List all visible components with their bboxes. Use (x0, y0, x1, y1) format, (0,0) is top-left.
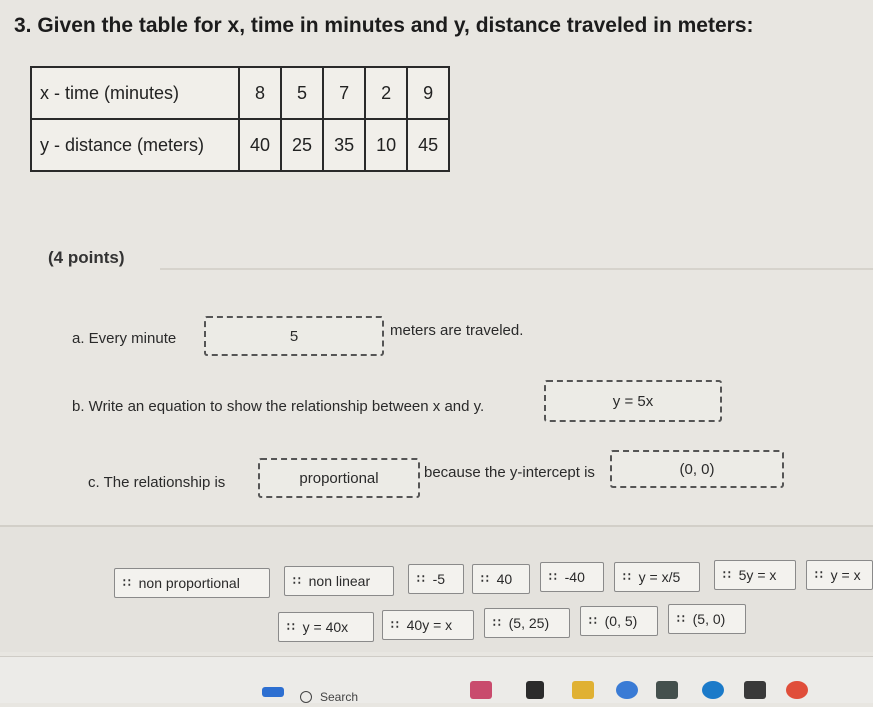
drag-handle-icon: ∷ (417, 572, 424, 586)
app-icon[interactable] (656, 681, 678, 699)
bank-tile[interactable] (540, 562, 604, 592)
tile-label: 40y = x (406, 617, 453, 633)
taskbar (0, 656, 873, 703)
x-cell: 8 (239, 67, 281, 119)
drag-handle-icon: ∷ (293, 574, 300, 588)
tile-label: 40 (496, 571, 513, 587)
divider (160, 268, 873, 270)
drag-handle-icon: ∷ (549, 570, 556, 584)
tile-label: (0, 5) (604, 613, 638, 629)
table-row (31, 67, 449, 119)
search-label: Search (320, 690, 359, 704)
tile-label: non proportional (138, 575, 240, 591)
y-cell: 10 (365, 119, 407, 171)
bank-tile[interactable] (714, 560, 796, 590)
search-icon (300, 691, 312, 703)
drag-handle-icon: ∷ (677, 612, 684, 626)
tile-label: y = 40x (302, 619, 349, 635)
widgets-icon[interactable] (470, 681, 492, 699)
x-cell: 7 (323, 67, 365, 119)
part-c-answer-box-1[interactable]: proportional (258, 458, 420, 498)
x-cell: 9 (407, 67, 449, 119)
drag-handle-icon: ∷ (589, 614, 596, 628)
edge-icon[interactable] (702, 681, 724, 699)
y-cell: 45 (407, 119, 449, 171)
task-view-icon[interactable] (526, 681, 544, 699)
part-c-prefix: c. The relationship is (88, 474, 226, 491)
tile-label: (5, 25) (508, 615, 550, 631)
app-icon[interactable] (786, 681, 808, 699)
question-text: 3. Given the table for x, time in minutes and y, distance traveled in meters: (14, 14, 754, 37)
x-cell: 2 (365, 67, 407, 119)
app-icon[interactable] (744, 681, 766, 699)
bank-tile[interactable] (668, 604, 746, 634)
tile-label: (5, 0) (692, 611, 726, 627)
browser-icon[interactable] (616, 681, 638, 699)
tile-label: y = x (830, 567, 861, 583)
y-cell: 40 (239, 119, 281, 171)
part-b-prefix: b. Write an equation to show the relationship between x and y. (72, 398, 485, 415)
windows-start-icon[interactable] (262, 687, 284, 697)
part-c-answer-box-2[interactable]: (0, 0) (610, 450, 784, 488)
y-cell: 25 (281, 119, 323, 171)
tile-label: y = x/5 (638, 569, 681, 585)
tile-label: -40 (564, 569, 585, 585)
taskbar-search[interactable] (300, 687, 440, 707)
y-cell: 35 (323, 119, 365, 171)
drag-handle-icon: ∷ (493, 616, 500, 630)
bank-tile[interactable] (614, 562, 700, 592)
data-table (30, 66, 450, 172)
part-c-middle: because the y-intercept is (424, 464, 595, 481)
drag-handle-icon: ∷ (391, 618, 398, 632)
bank-tile[interactable] (580, 606, 658, 636)
tile-label: -5 (432, 571, 446, 587)
bank-tile[interactable] (382, 610, 474, 640)
bank-tile[interactable] (484, 608, 570, 638)
drag-handle-icon: ∷ (723, 568, 730, 582)
part-b-answer-box[interactable]: y = 5x (544, 380, 722, 422)
bank-tile[interactable] (114, 568, 270, 598)
file-explorer-icon[interactable] (572, 681, 594, 699)
drag-handle-icon: ∷ (287, 620, 294, 634)
drag-handle-icon: ∷ (815, 568, 822, 582)
drag-handle-icon: ∷ (481, 572, 488, 586)
bank-tile[interactable] (472, 564, 530, 594)
part-a-answer-box[interactable]: 5 (204, 316, 384, 356)
table-row (31, 119, 449, 171)
tile-label: non linear (308, 573, 371, 589)
bank-tile[interactable] (284, 566, 394, 596)
bank-tile[interactable] (278, 612, 374, 642)
bank-tile[interactable] (806, 560, 873, 590)
drag-handle-icon: ∷ (123, 576, 130, 590)
drag-handle-icon: ∷ (623, 570, 630, 584)
x-header: x - time (minutes) (31, 67, 239, 119)
tile-label: 5y = x (738, 567, 777, 583)
part-a-suffix: meters are traveled. (390, 322, 524, 339)
points-label: (4 points) (48, 248, 125, 267)
bank-tile[interactable] (408, 564, 464, 594)
x-cell: 5 (281, 67, 323, 119)
part-a-prefix: a. Every minute (72, 330, 177, 347)
y-header: y - distance (meters) (31, 119, 239, 171)
